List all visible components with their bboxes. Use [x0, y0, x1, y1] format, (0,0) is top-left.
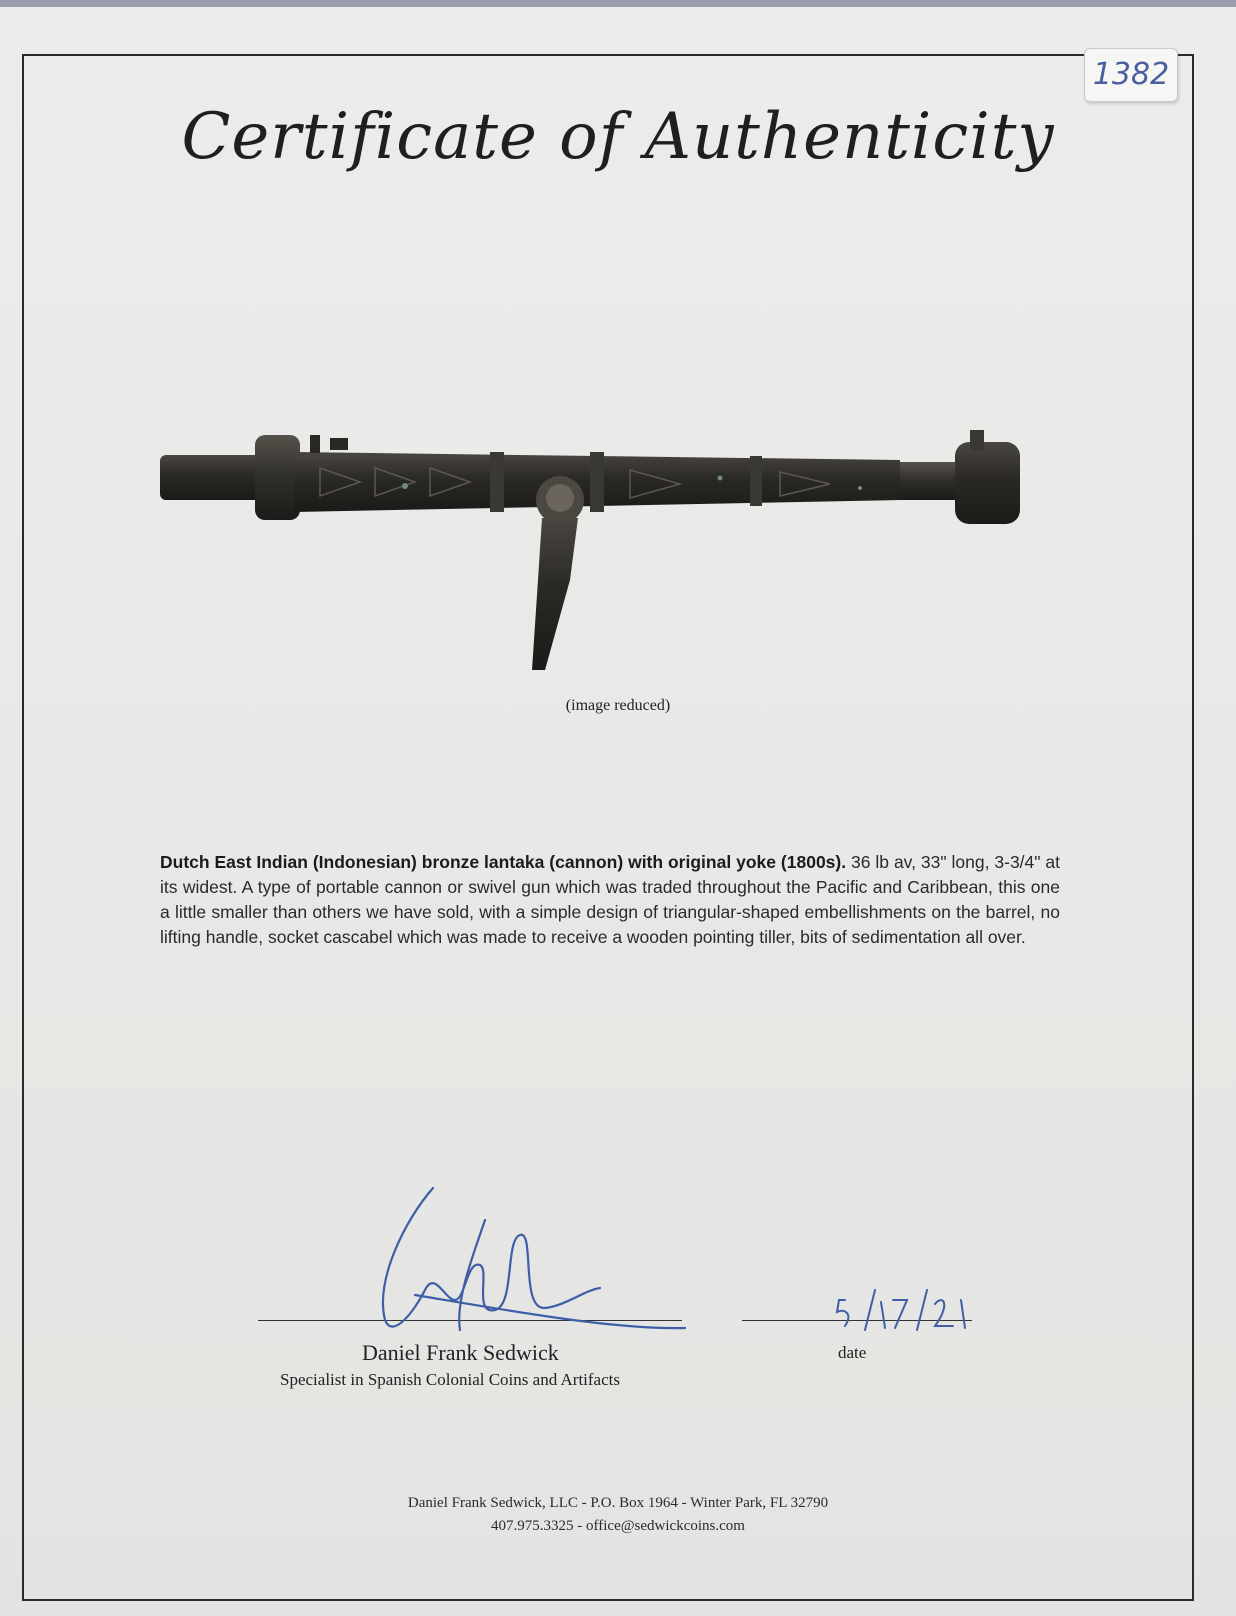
company-contact: 407.975.3325 - office@sedwickcoins.com: [491, 1518, 745, 1534]
item-description: [160, 850, 1060, 950]
signer-title: Specialist in Spanish Colonial Coins and Artifacts: [280, 1370, 620, 1389]
lot-number-sticker: 1382: [1084, 48, 1178, 102]
item-description-heading: Dutch East Indian (Indonesian) bronze lantaka (cannon) with original yoke (1800s).: [160, 851, 847, 872]
cannon-photo: [160, 430, 1060, 690]
certificate-border: [22, 54, 1194, 1601]
certificate-title: Certificate of Authenticity: [181, 100, 1055, 174]
date-label: date: [838, 1343, 867, 1362]
handwritten-date: [835, 1280, 995, 1340]
image-caption: (image reduced): [565, 697, 671, 714]
signer-name: Daniel Frank Sedwick: [362, 1340, 559, 1365]
item-description-body: 36 lb av, 33" long, 3-3/4" at its widest. A type of portable cannon or swivel gun which was traded throughout the Pacific and Caribbean, this one a little smaller than others we have sold, with a simple design of triangular-shaped embellishments on the barrel, no lifting handle, socket cascabel which was made to receive a wooden pointing tiller, bits of sedimentation all over.: [160, 851, 1060, 947]
scan-top-edge: [0, 0, 1236, 7]
company-address: Daniel Frank Sedwick, LLC - P.O. Box 1964 - Winter Park, FL 32790: [407, 1495, 829, 1511]
handwritten-signature: [355, 1180, 705, 1340]
